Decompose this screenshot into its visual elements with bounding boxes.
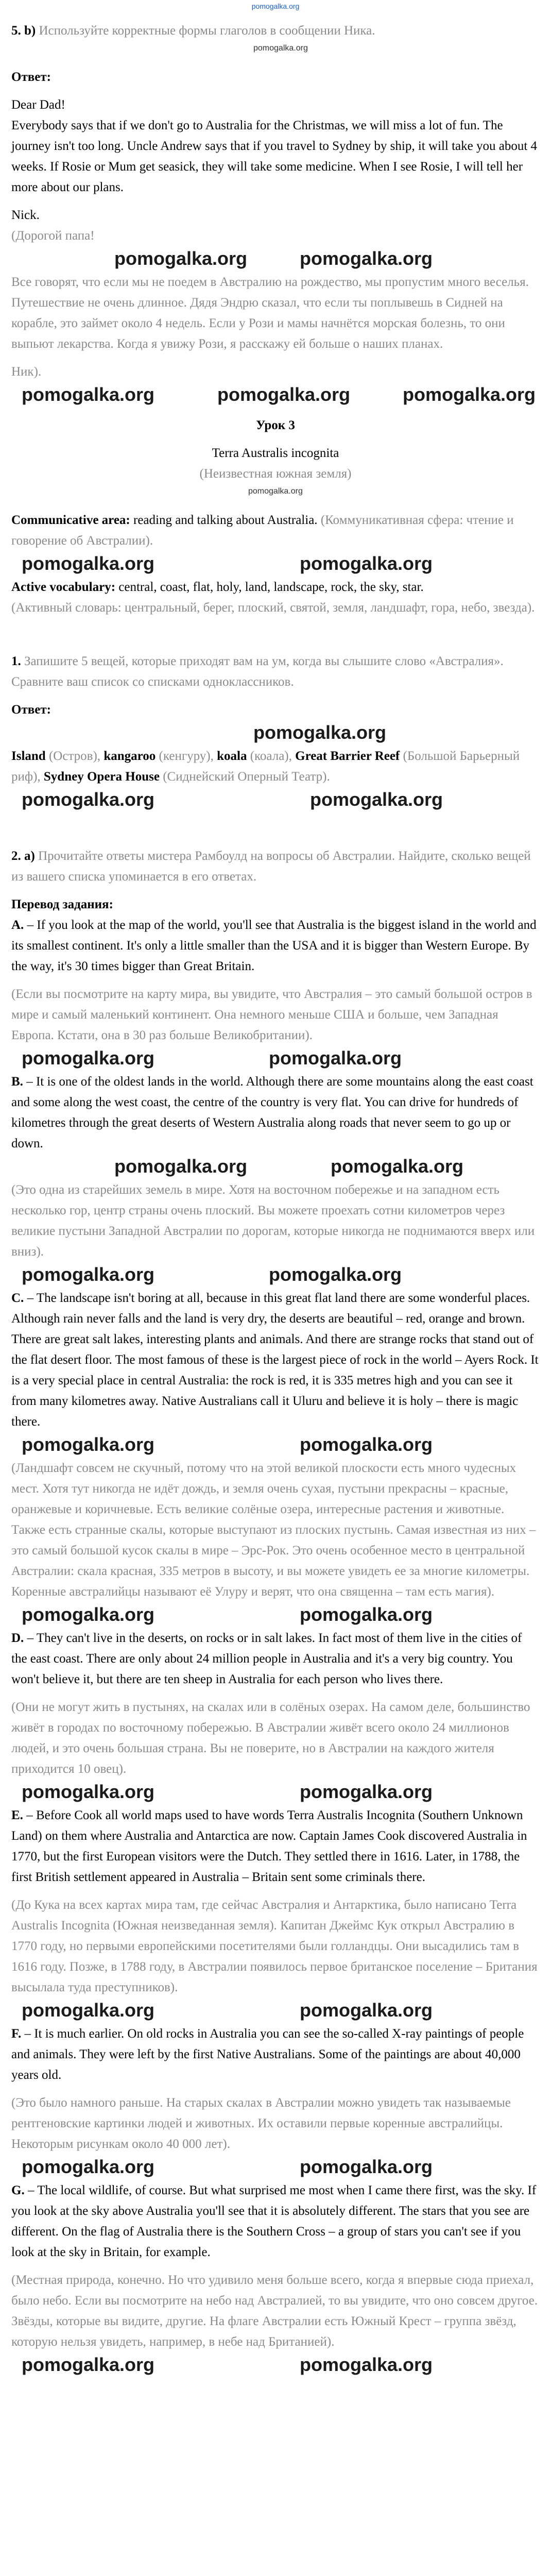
paragraph-a-en — [11, 915, 540, 977]
answer-item-ru: (Большой Барьерный риф), — [11, 749, 520, 784]
watermark: pomogalka.org — [300, 2354, 433, 2375]
vocab-label: Active vocabulary: — [11, 580, 116, 594]
letter-greeting: Dear Dad! — [11, 98, 65, 112]
watermark: pomogalka.org — [217, 384, 351, 405]
watermark: pomogalka.org — [22, 1264, 155, 1285]
watermark: pomogalka.org — [253, 722, 387, 743]
watermark-row — [11, 2352, 540, 2378]
paragraph-text: – The landscape isn't boring at all, because in this great flat land there are some wonderful places. Although rain never falls and the land is very dry, the deserts are beautiful – red, orange and brown. There are great salt lakes, interesting plants and animals. And there are strange rocks that stand out of the flat desert floor. The most famous of these is the largest piece of rock in the world – Ayers Rock. It is a very special place in central Australia: the rock is red, it is 335 metres high and you can see it from many kilometres away. Native Australians call it Uluru and believe it is holy – there is magic there. — [11, 1291, 539, 1429]
paragraph-b-en — [11, 1072, 540, 1154]
document-body — [11, 21, 540, 2378]
paragraph-letter: F. — [11, 2027, 22, 2041]
task-number: 5. b) — [11, 24, 36, 38]
vocab-text: central, coast, flat, holy, land, landscape, rock, the sky, star. — [115, 580, 424, 594]
watermark-row — [11, 1432, 540, 1458]
paragraph-text: – They can't live in the deserts, on rocks or in salt lakes. In fact most of them live in the cities of the east coast. There are only about 24 million people in Australia and it's a very big country. You won't believe it, but there are ten sheep in Australia for each person who lives there. — [11, 1631, 522, 1686]
watermark: pomogalka.org — [22, 553, 155, 574]
watermark: pomogalka.org — [22, 2354, 155, 2375]
paragraph-c-en — [11, 1288, 540, 1432]
answer-item-ru: (коала), — [247, 749, 296, 763]
paragraph-text: – It is much earlier. On old rocks in Australia you can see the so-called X-ray paintings of people and animals. They were left by the first Native Australians. Some of the paintings are about 40,000 years old. — [11, 2027, 524, 2082]
paragraph-g-ru: (Местная природа, конечно. Но что удивило меня больше всего, когда я впервые сюда приехал, было небо. Если вы посмотрите на небо над Австралией, то вы увидите, что оно совсем другое. Звёзды, которые вы видите, другие. На флаге Австралии есть Южный Крест – группа звёзд, которую нельзя увидеть, например, в небе над Британией). — [11, 2273, 538, 2349]
watermark: pomogalka.org — [300, 553, 433, 574]
ex1-answer — [11, 746, 540, 787]
watermark-row — [11, 41, 540, 67]
watermark-row — [11, 551, 540, 577]
answer-label: Ответ: — [11, 70, 51, 84]
paragraph-a-ru: (Если вы посмотрите на карту мира, вы увидите, что Австралия – это самый большой остров в мире и самый маленький континент. Она немного меньше США и больше, чем Западная Европа. Кстати, она в 30 раз больше Великобритании). — [11, 987, 532, 1042]
paragraph-letter: G. — [11, 2183, 25, 2197]
ru-signature: Ник). — [11, 365, 42, 379]
watermark-row — [11, 1262, 540, 1288]
paragraph-d-en — [11, 1628, 540, 1690]
ex1-task: Запишите 5 вещей, которые приходят вам на ум, когда вы слышите слово «Австралия». Сравните ваш список со списками одноклассников. — [11, 654, 504, 689]
ex2-task: Прочитайте ответы мистера Рамбоулд на вопросы об Австралии. Найдите, сколько вещей из вашего списка упоминается в его ответах. — [11, 849, 531, 884]
answer-item-ru: (Остров), — [45, 749, 104, 763]
paragraph-letter: A. — [11, 918, 24, 932]
lesson-title: Урок 3 — [256, 418, 295, 432]
watermark: pomogalka.org — [269, 1264, 402, 1285]
answer-item-en: kangaroo — [104, 749, 156, 763]
task-text: Используйте корректные формы глаголов в сообщении Ника. — [36, 24, 375, 38]
watermark: pomogalka.org — [22, 1434, 155, 1455]
paragraph-letter: D. — [11, 1631, 24, 1645]
watermark: pomogalka.org — [300, 1434, 433, 1455]
vocab-ru: (Активный словарь: центральный, берег, плоский, святой, земля, ландшафт, гора, небо, звезда). — [11, 601, 535, 615]
answer-item-en: Island — [11, 749, 46, 763]
watermark: pomogalka.org — [300, 2156, 433, 2177]
site-link[interactable]: pomogalka.org — [251, 2, 300, 10]
watermark: pomogalka.org — [300, 1604, 433, 1625]
watermark: pomogalka.org — [310, 789, 443, 810]
watermark: pomogalka.org — [22, 789, 155, 810]
letter-text: Everybody says that if we don't go to Australia for the Christmas, we will miss a lot of fun. The journey isn't too long. Uncle Andrew says that if you travel to Sydney by ship, it will take you about 4 weeks. If Rosie or Mum get seasick, they will take some medicine. When I see Rosie, I will tell her more about our plans. — [11, 118, 538, 194]
watermark-small: pomogalka.org — [248, 487, 303, 496]
watermark-row — [11, 787, 540, 813]
paragraph-d-ru: (Они не могут жить в пустынях, на скалах или в солёных озерах. На самом деле, большинство живёт в городах по восточному побережью. В Австралии живёт всего около 24 миллионов людей, и это очень большая страна. Вы не поверите, но в Австралии на каждого жителя приходится 10 овец). — [11, 1700, 530, 1776]
paragraph-f-ru: (Это было намного раньше. На старых скалах в Австралии можно увидеть так называемые рентгеновские картинки людей и животных. Их оставили первые коренные австралийцы. Некоторым рисункам около 40 000 лет). — [11, 2096, 511, 2151]
answer-item-en: Great Barrier Reef — [295, 749, 400, 763]
answer-item-ru: (кенгуру), — [156, 749, 217, 763]
watermark: pomogalka.org — [300, 248, 433, 269]
watermark: pomogalka.org — [22, 1604, 155, 1625]
translation-label: Перевод задания: — [11, 897, 113, 911]
paragraph-e-en — [11, 1805, 540, 1888]
watermark: pomogalka.org — [22, 384, 155, 405]
comm-ru: (Коммуникативная сфера: чтение и говорение об Австралии). — [11, 513, 514, 548]
comm-label: Communicative area: — [11, 513, 130, 527]
paragraph-b-ru: (Это одна из старейших земель в мире. Хотя на восточном побережье и на западном есть несколько гор, центр страны очень плоский. Вы можете проехать сотни километров через великие пустыни Западной Австралии по дорогам, которые никогда не поднимаются вверх или вниз). — [11, 1183, 535, 1259]
watermark-row — [11, 720, 540, 746]
paragraph-e-ru: (До Кука на всех картах мира там, где сейчас Австралия и Антарктика, было написано Terra Australis Incognita (Южная неизведанная земля). Капитан Джеймс Кук открыл Австралию в 1770 году, но первыми европейскими посетителями были голландцы. Они высадились там в 1616 году. Позже, в 1788 году, в Австралии появилось первое британское поселение – Британия высылала туда преступников). — [11, 1898, 538, 1994]
watermark: pomogalka.org — [22, 2156, 155, 2177]
ru-letter: Все говорят, что если мы не поедем в Австралию на рождество, мы пропустим много веселья. Путешествие не очень длинное. Дядя Эндрю сказал, что если ты поплывешь в Сидней на корабле, это займет около 4 недель. Если у Рози и мамы начнётся морская болезнь, то они выпьют лекарства. Когда я увижу Рози, я расскажу ей больше о наших планах. — [11, 275, 529, 351]
letter-signature: Nick. — [11, 208, 40, 222]
watermark: pomogalka.org — [22, 1999, 155, 2021]
paragraph-letter: E. — [11, 1808, 23, 1822]
paragraph-letter: B. — [11, 1075, 23, 1089]
watermark-row — [11, 246, 540, 272]
ex1-answer-label: Ответ: — [11, 703, 51, 717]
watermark-row — [11, 1154, 540, 1180]
answer-item-en: koala — [217, 749, 247, 763]
exercise-2a — [11, 846, 540, 887]
answer-item-ru: (Сиднейский Оперный Театр). — [159, 770, 330, 784]
lesson-subtitle-ru: (Неизвестная южная земля) — [199, 467, 352, 481]
answer-item-en: Sydney Opera House — [43, 770, 160, 784]
ex2-number: 2. a) — [11, 849, 35, 863]
watermark-row — [11, 1998, 540, 2024]
watermark: pomogalka.org — [22, 1047, 155, 1069]
watermark-row — [11, 2155, 540, 2180]
ex1-number: 1. — [11, 654, 21, 668]
ru-greeting: (Дорогой папа! — [11, 229, 95, 243]
paragraph-f-en — [11, 2024, 540, 2086]
lesson-subtitle: Terra Australis incognita — [212, 446, 339, 460]
paragraph-g-en — [11, 2180, 540, 2263]
watermark: pomogalka.org — [269, 1047, 402, 1069]
watermark: pomogalka.org — [114, 1156, 248, 1177]
watermark: pomogalka.org — [22, 1781, 155, 1802]
task-5b — [11, 21, 540, 41]
paragraph-text: – It is one of the oldest lands in the world. Although there are some mountains along the east coast and some along the west coast, the centre of the country is very flat. You can drive for hundreds of kilometres through the great deserts of Western Australia along roads that never seem to go up or down. — [11, 1075, 533, 1150]
watermark-row — [11, 1602, 540, 1628]
watermark-small: pomogalka.org — [253, 44, 308, 53]
watermark-row — [11, 1780, 540, 1805]
communicative-area — [11, 510, 540, 551]
exercise-1 — [11, 651, 540, 692]
watermark-row — [11, 1046, 540, 1072]
paragraph-letter: C. — [11, 1291, 24, 1305]
comm-text: reading and talking about Australia. — [130, 513, 318, 527]
watermark: pomogalka.org — [300, 1999, 433, 2021]
watermark: pomogalka.org — [300, 1781, 433, 1802]
watermark-row — [11, 382, 540, 408]
paragraph-text: – If you look at the map of the world, you'll see that Australia is the biggest island in the world and its smallest continent. It's only a little smaller than the USA and it is bigger than Western Europe. By the way, it's 30 times bigger than Great Britain. — [11, 918, 537, 973]
paragraph-c-ru: (Ландшафт совсем не скучный, потому что на этой великой плоскости есть много чудесных мест. Хотя тут никогда не идёт дождь, и земля очень сухая, пустыни прекрасны – красные, оранжевые и коричневые. Есть великие солёные озера, интересные растения и животные. Также есть странные скалы, которые выступают из плоских пустынь. Самая известная из них – это самый большой кусок скалы в мире – Эрс-Рок. Это очень особенное место в центральной Австралии: скала красная, 335 метров в высоту, и вы можете увидеть ее за многие километры. Коренные австралийцы называют её Улуру и верят, что она священна – там есть магия). — [11, 1461, 536, 1599]
paragraph-text: – The local wildlife, of course. But what surprised me most when I came there first, was the sky. If you look at the sky above Australia you'll see that it is absolutely different. The stars that you see are different. On the flag of Australia there is the Southern Cross – a group of stars you can't see if you look at the sky in Britain, for example. — [11, 2183, 537, 2259]
watermark: pomogalka.org — [403, 384, 536, 405]
watermark: pomogalka.org — [331, 1156, 464, 1177]
watermark-row — [11, 484, 540, 510]
watermark: pomogalka.org — [114, 248, 248, 269]
paragraph-text: – Before Cook all world maps used to have words Terra Australis Incognita (Southern Unknown Land) on them where Australia and Antarctica are now. Captain James Cook discovered Australia in 1770, but the first European visitors were the Dutch. They settled there in 1616. Later, in 1788, the first British settlement appeared in Australia – Britain sent some criminals there. — [11, 1808, 527, 1884]
active-vocabulary — [11, 577, 540, 598]
